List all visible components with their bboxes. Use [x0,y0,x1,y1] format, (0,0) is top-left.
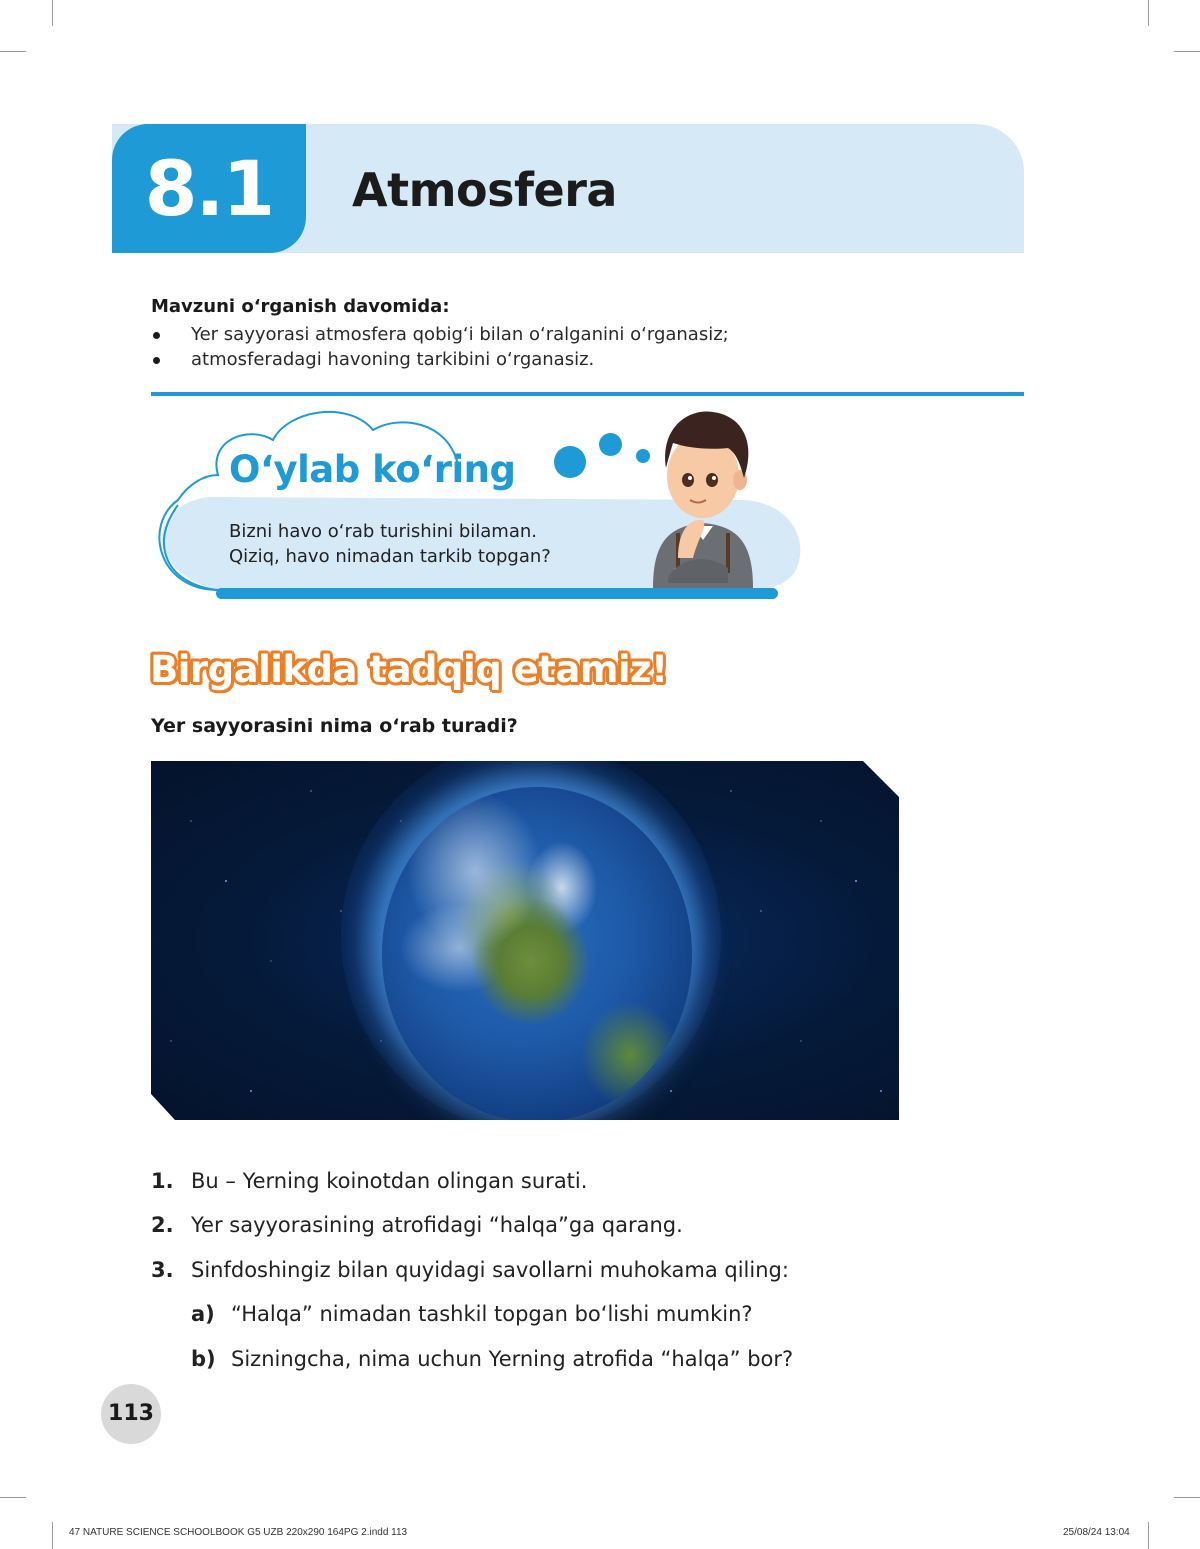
print-slug-file: 47 NATURE SCIENCE SCHOOLBOOK G5 UZB 220x290 164PG 2.indd 113 [69,1527,408,1538]
section-divider [151,392,1024,396]
sub-step-item: b) Sizningcha, nima uchun Yerning atrofida “halqa” bor? [191,1347,794,1371]
earth-globe-icon [382,787,692,1120]
thought-bubble-icon [554,446,586,478]
crop-mark [52,1522,53,1549]
sub-step-item: a) “Halqa” nimadan tashkil topgan bo‘lishi mumkin? [191,1302,753,1326]
think-box-title: O‘ylab ko‘ring [229,448,516,491]
section-title-investigate: Birgalikda tadqiq etamiz! [150,648,668,691]
thinking-boy-icon [648,408,758,588]
think-box-text: Bizni havo o‘rab turishini bilaman. Qiziq, havo nimadan tarkib topgan? [229,521,551,567]
lesson-number: 8.1 [112,124,306,253]
step-item: 2. Yer sayyorasining atrofidagi “halqa”ga qarang. [151,1213,683,1237]
objective-item: atmosferadagi havoning tarkibini o‘rganasiz. [151,347,729,372]
lesson-title: Atmosfera [352,163,617,217]
step-item: 3. Sinfdoshingiz bilan quyidagi savollarni muhokama qiling: [151,1258,789,1282]
crop-mark [1174,1497,1200,1498]
page-number: 113 [101,1384,161,1444]
objectives-list [151,322,729,372]
crop-mark [52,0,53,26]
crop-mark [1148,1522,1149,1549]
thought-bubble-icon [599,433,622,456]
think-box-underline [216,588,778,599]
crop-mark [1174,51,1200,52]
crop-mark [0,51,26,52]
bullet-icon [153,332,160,339]
earth-from-space-photo [151,761,899,1120]
crop-mark [0,1497,26,1498]
objectives-title: Mavzuni o‘rganish davomida: [151,296,450,317]
investigate-question: Yer sayyorasini nima o‘rab turadi? [151,715,518,737]
objective-item: Yer sayyorasi atmosfera qobig‘i bilan o‘ralganini o‘rganasiz; [151,322,729,347]
crop-mark [1148,0,1149,26]
bullet-icon [153,357,160,364]
print-slug-date: 25/08/24 13:04 [1063,1527,1130,1538]
step-item: 1. Bu – Yerning koinotdan olingan surati. [151,1169,588,1193]
